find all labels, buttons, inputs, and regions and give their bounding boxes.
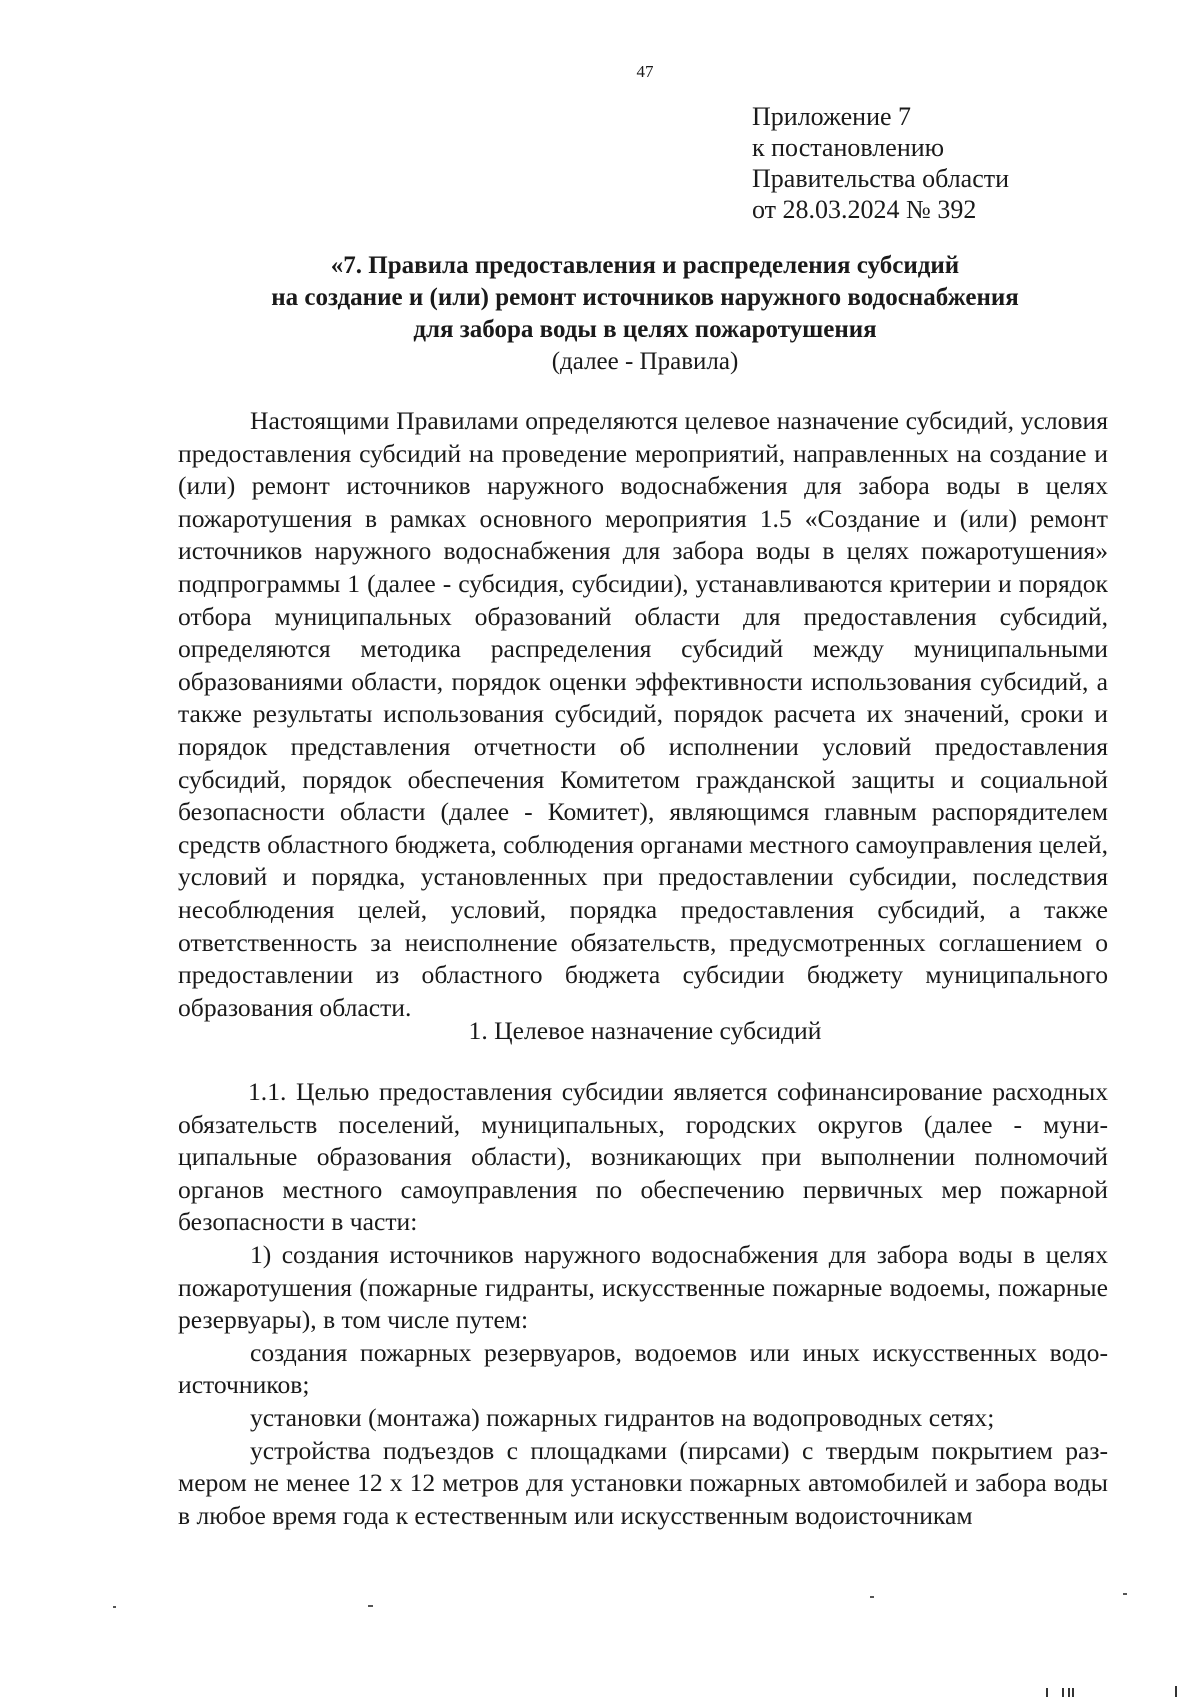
scan-speck	[113, 1606, 116, 1608]
sub-item: устройства подъездов с площадками (пирсами) с твердым покрытием размером не менее 12 х 12 метров для установки пожарных автомобилей и забора воды в любое время года к естественным или искусственным водоисточникам	[178, 1435, 1108, 1530]
appendix-date-number: от 28.03.2024 № 392	[752, 195, 977, 224]
intro-paragraph: Настоящими Правилами определяются целевое назначение субсидий, условия предоставления субсидий на проведение мероприятий, направленных на создание и (или) ремонт источников наружного водоснабжения для забора воды в целях пожаротушения в рамках основного мероприятия 1.5 «Создание и (или) ремонт источников наружного водоснабжения для забора воды в целях пожаротушения» подпрограммы 1 (далее - субсидия, субсидии), устанавливаются критерии и порядок отбора муниципальных образований области для предоставления субсидий, определяются методика распределения субсидий между муниципальными образованиями области, порядок оценки эффективности использования субсидий, а также результаты использования субсидий, порядок расчета их значений, сроки и порядок представления отчетности об исполнении условий предоставления субсидий, порядок обеспечения Комитетом гражданской защиты и социальной безопасности области (далее - Комитет), являющимся главным распорядителем средств областного бюджета, соблюдения органами местного самоуправления целей, условий и порядка, установленных при предоставлении субсидии, последствия несоблюдения целей, условий, порядка предоставления субсидий, а также ответственность за неисполнение обязательств, предусмотренных соглашением о предоставлении из областного бюджета субсидии бюджету муниципального образования области.	[178, 406, 1108, 1022]
scan-speck	[368, 1605, 373, 1607]
scan-speck	[870, 1596, 874, 1598]
list-item-1: 1) создания источников наружного водоснабжения для забора воды в целях пожаротушения (пожарные гидранты, искусственные пожарные водоемы, пожарные резервуары), в том числе путем:	[178, 1239, 1108, 1335]
intro-section	[178, 405, 1108, 1024]
section-heading: 1. Целевое назначение субсидий	[468, 1016, 822, 1045]
appendix-line: Приложение 7	[752, 102, 912, 131]
scan-speck	[1068, 1688, 1070, 1697]
title-line: для забора воды в целях пожаротушения	[413, 316, 877, 343]
sub-item: создания пожарных резервуаров, водоемов или иных искусственных водоисточников;	[178, 1337, 1108, 1400]
sub-item: установки (монтажа) пожарных гидрантов на водопроводных сетях;	[250, 1402, 995, 1432]
scan-speck	[1046, 1688, 1048, 1697]
title-line: «7. Правила предоставления и распределения субсидий	[330, 252, 960, 279]
appendix-line: к постановлению	[752, 133, 945, 162]
scan-speck	[1175, 1686, 1177, 1697]
document-title	[150, 250, 1140, 378]
section-1-body	[178, 1076, 1108, 1532]
title-line: на создание и (или) ремонт источников наружного водоснабжения	[271, 284, 1019, 311]
scan-speck	[1062, 1688, 1064, 1697]
paragraph-1-1: 1.1. Целью предоставления субсидии является софинансирование расходных обязательств поселений, муниципальных, городских округов (далее - муниципальные образования области), возникающих при выполнении полномочий органов местного самоуправления по обеспечению первичных мер пожарной безопасности в части:	[178, 1077, 1108, 1237]
title-note: (далее - Правила)	[551, 348, 739, 375]
page-number: 47	[636, 62, 654, 81]
scan-speck	[1123, 1593, 1127, 1595]
appendix-block	[752, 101, 1009, 225]
appendix-line: Правительства области	[752, 164, 1010, 193]
scan-speck	[1072, 1688, 1074, 1697]
